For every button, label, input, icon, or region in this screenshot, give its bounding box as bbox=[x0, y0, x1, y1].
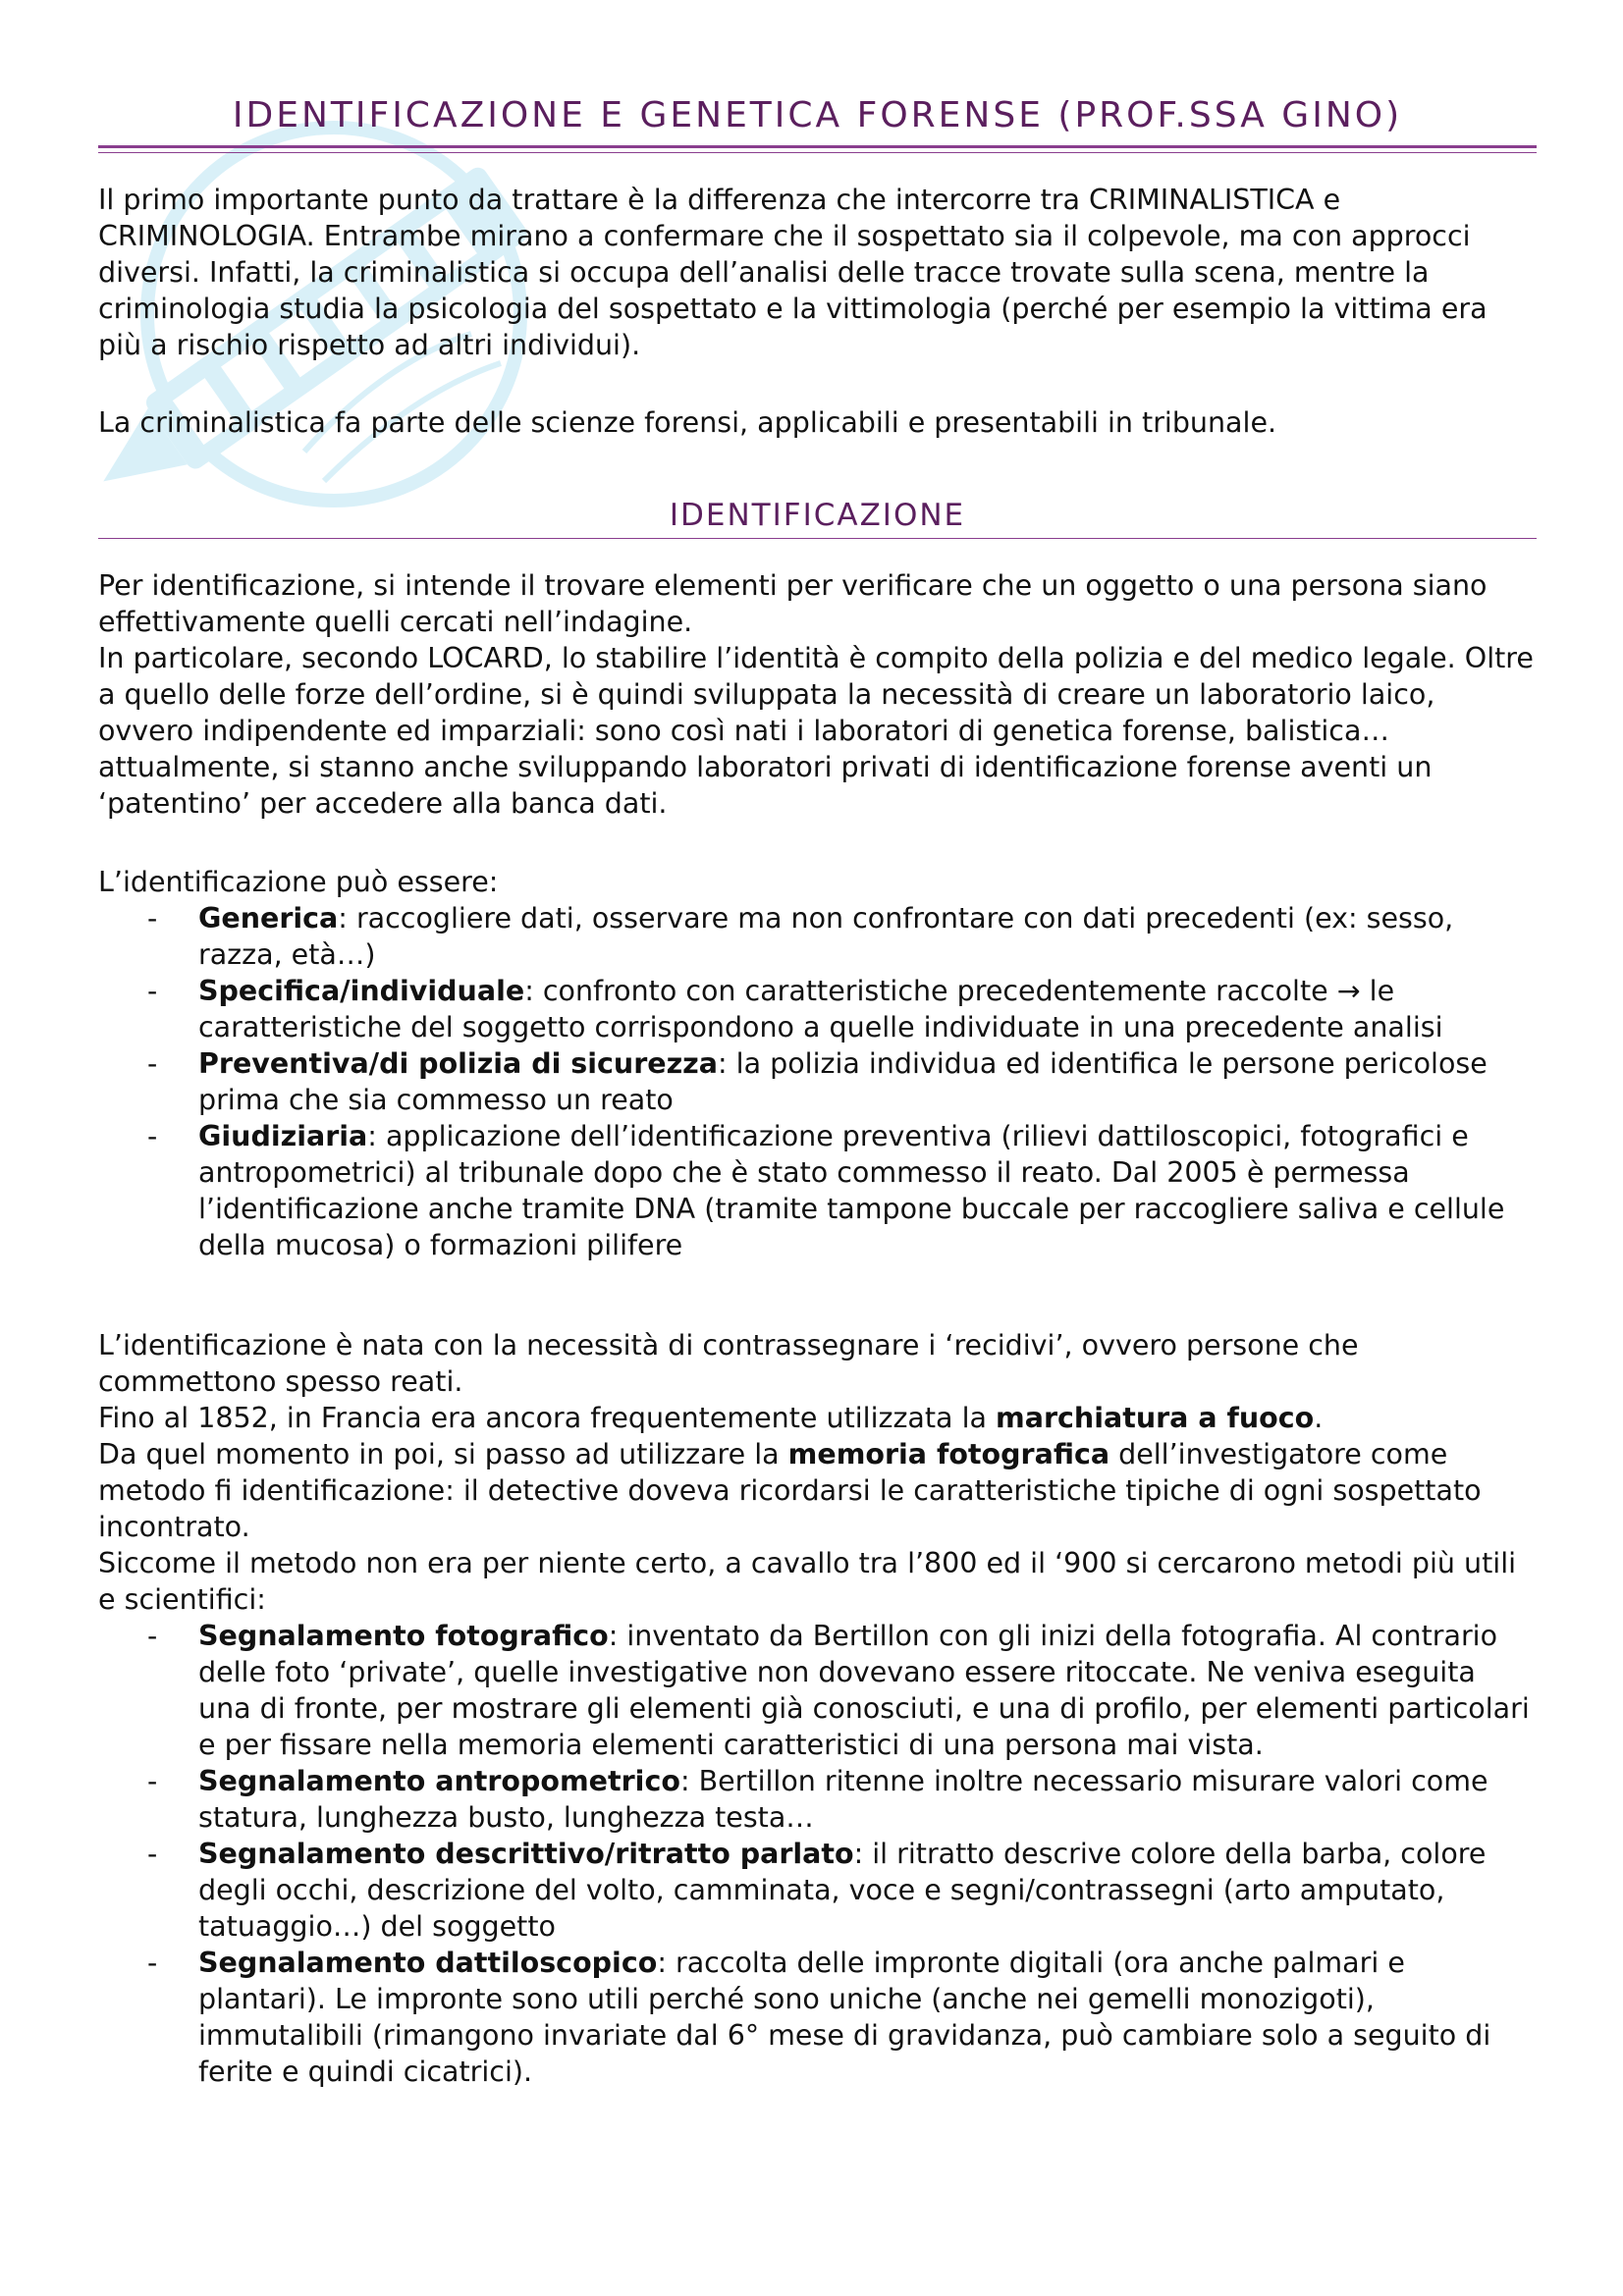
list-item-desc: : il ritratto descrive colore della barba, colore degli occhi, descrizione del volto, camminata, voce e segni/contrassegni (arto amputato, tatuaggio…) del soggetto bbox=[198, 1838, 1487, 1943]
text-run: Da quel momento in poi, si passo ad utilizzare la bbox=[98, 1438, 788, 1470]
list-item-desc: : Bertillon ritenne inoltre necessario misurare valori come statura, lunghezza busto, lunghezza testa… bbox=[198, 1765, 1488, 1834]
list-item-desc: : raccogliere dati, osservare ma non confrontare con dati precedenti (ex: sesso, razza, età…) bbox=[198, 902, 1454, 971]
history-paragraph-3 bbox=[98, 1436, 1537, 1545]
list-item-term: Generica bbox=[198, 902, 339, 934]
text-run: . bbox=[1314, 1402, 1324, 1434]
list-item-term: Segnalamento antropometrico bbox=[198, 1765, 680, 1797]
identification-types-list bbox=[98, 900, 1537, 1263]
title-underline-thin bbox=[98, 152, 1537, 153]
history-paragraph: L’identificazione è nata con la necessità di contrassegnare i ‘recidivi’, ovvero persone che commettono spesso reati. bbox=[98, 1329, 1359, 1398]
list-item-desc: : confronto con caratteristiche precedentemente raccolte → le caratteristiche del soggetto corrispondono a quelle individuate in una precedente analisi bbox=[198, 975, 1443, 1043]
list-item bbox=[98, 1945, 1537, 2090]
title-underline bbox=[98, 145, 1537, 148]
document-title: IDENTIFICAZIONE E GENETICA FORENSE (PROF.SSA GINO) bbox=[232, 95, 1403, 135]
text-run: Fino al 1852, in Francia era ancora frequentemente utilizzata la bbox=[98, 1402, 997, 1434]
history-paragraph-4: Siccome il metodo non era per niente certo, a cavallo tra l’800 ed il ‘900 si cercarono metodi più utili e scientifici: bbox=[98, 1547, 1517, 1616]
list-item-term: Segnalamento descrittivo/ritratto parlato bbox=[198, 1838, 854, 1870]
list-item-term: Segnalamento fotografico bbox=[198, 1620, 609, 1652]
list-item bbox=[98, 1763, 1537, 1836]
list-item bbox=[98, 973, 1537, 1045]
list-item-desc: : la polizia individua ed identifica le persone pericolose prima che sia commesso un reato bbox=[198, 1047, 1488, 1116]
intro-paragraph: Il primo importante punto da trattare è la differenza che intercorre tra CRIMINALISTICA e CRIMINOLOGIA. Entrambe mirano a confermare che il sospettato sia il colpevole, ma con approcci diversi. Infatti, la criminalistica si occupa dell’analisi delle tracce trovate sulla scena, mentre la criminologia studia la psicologia del sospettato e la vittimologia (perché per esempio la vittima era più a rischio rispetto ad altri individui). bbox=[98, 184, 1488, 361]
list-item-desc: : inventato da Bertillon con gli inizi della fotografia. Al contrario delle foto ‘private’, quelle investigative non dovevano essere ritoccate. Ne veniva eseguita una di fronte, per mostrare gli elementi già conosciuti, e una di profilo, per elementi particolari e per fissare nella memoria elementi caratteristici di una persona mai vista. bbox=[198, 1620, 1530, 1761]
list-item-desc: : applicazione dell’identificazione preventiva (rilievi dattiloscopici, fotografici e antropometrici) al tribunale dopo che è stato commesso il reato. Dal 2005 è permessa l’identificazione anche tramite DNA (tramite tampone buccale per raccogliere saliva e cellule della mucosa) o formazioni pilifere bbox=[198, 1120, 1505, 1261]
types-intro: L’identificazione può essere: bbox=[98, 866, 499, 898]
section-underline bbox=[98, 538, 1537, 539]
locard-paragraph: In particolare, secondo LOCARD, lo stabilire l’identità è compito della polizia e del medico legale. Oltre a quello delle forze dell’ordine, si è quindi sviluppata la necessità di creare un laboratorio laico, ovvero indipendente ed imparziali: sono così nati i laboratori di genetica forense, balistica… attualmente, si stanno anche sviluppando laboratori privati di identificazione forense aventi un ‘patentino’ per accedere alla banca dati. bbox=[98, 642, 1534, 820]
list-item bbox=[98, 900, 1537, 973]
text-run: dell’investigatore come metodo fi identificazione: il detective doveva ricordarsi le caratteristiche tipiche di ogni sospettato incontrato. bbox=[98, 1438, 1482, 1543]
list-item-term: Specifica/individuale bbox=[198, 975, 525, 1007]
list-item bbox=[98, 1836, 1537, 1945]
emphasis-text: memoria fotografica bbox=[787, 1438, 1110, 1470]
emphasis-text: marchiatura a fuoco bbox=[996, 1402, 1315, 1434]
intro-paragraph-2: La criminalistica fa parte delle scienze forensi, applicabili e presentabili in tribunale. bbox=[98, 406, 1277, 439]
list-item-term: Giudiziaria bbox=[198, 1120, 368, 1152]
list-item bbox=[98, 1045, 1537, 1118]
section-title: IDENTIFICAZIONE bbox=[669, 498, 966, 533]
methods-list bbox=[98, 1618, 1537, 2090]
list-item bbox=[98, 1118, 1537, 1263]
list-item-desc: : raccolta delle impronte digitali (ora anche palmari e plantari). Le impronte sono utili perché sono uniche (anche nei gemelli monozigoti), immutalibili (rimangono invariate dal 6° mese di gravidanza, può cambiare solo a seguito di ferite e quindi cicatrici). bbox=[198, 1947, 1491, 2088]
list-item bbox=[98, 1618, 1537, 1763]
history-paragraph-2 bbox=[98, 1400, 1537, 1436]
list-item-term: Preventiva/di polizia di sicurezza bbox=[198, 1047, 719, 1080]
list-item-term: Segnalamento dattiloscopico bbox=[198, 1947, 658, 1979]
definition-paragraph: Per identificazione, si intende il trovare elementi per verificare che un oggetto o una persona siano effettivamente quelli cercati nell’indagine. bbox=[98, 569, 1488, 638]
